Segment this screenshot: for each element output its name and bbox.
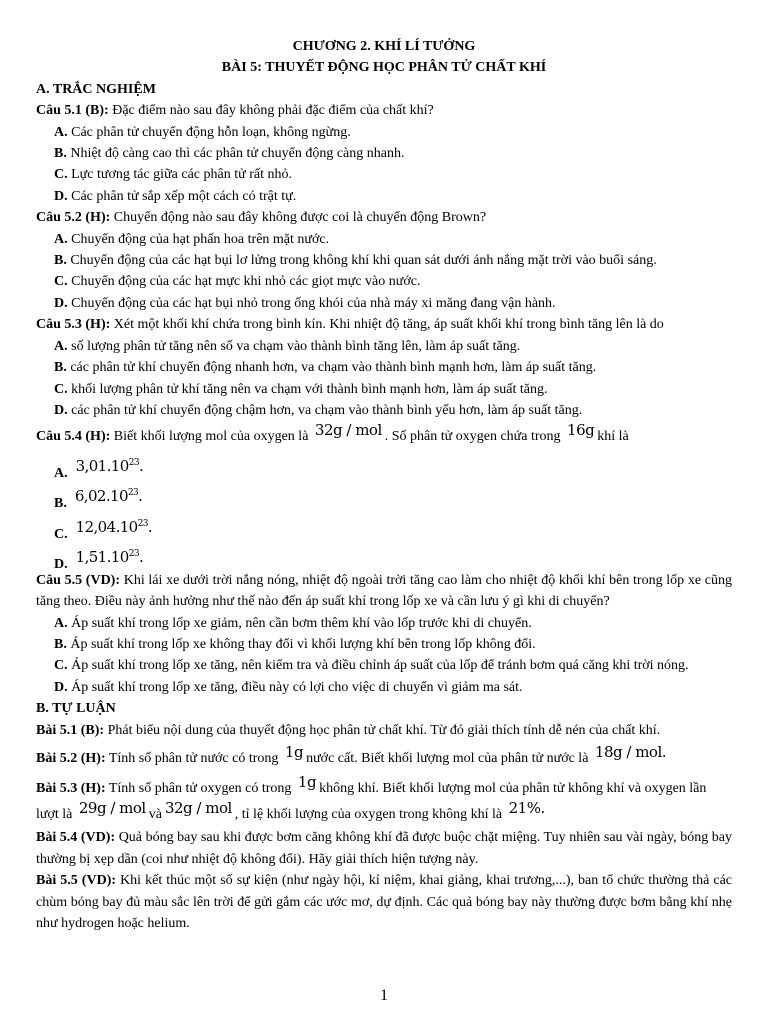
option-letter: C. [54,381,68,397]
exercise-text: không khí. Biết khối lượng mol của phân tử không khí và oxygen lần lượt là [36,781,707,823]
question-label: Câu 5.4 (H): [36,429,111,445]
option-a [36,122,732,143]
option-text: số lượng phân tử tăng nên số va chạm vào thành bình tăng lên, làm áp suất tăng. [67,338,521,354]
option-text: Nhiệt độ càng cao thì các phân tử chuyển động càng nhanh. [66,146,405,162]
option-a [36,448,732,479]
option-b [36,478,732,512]
exercise-text: nước cất. Biết khối lượng mol của phân tử nước là [306,750,592,766]
option-text: khối lượng phân tử khí tăng nên va chạm với thành bình mạnh hơn, làm áp suất tăng. [67,381,548,397]
question-5-3 [36,314,732,335]
option-a [36,229,732,250]
chapter-title: CHƯƠNG 2. KHÍ LÍ TƯỞNG [292,39,476,54]
option-letter: A. [54,615,68,631]
option-text: các phân tử khí chuyển động nhanh hơn, va chạm vào thành bình mạnh hơn, làm áp suất tăng. [66,360,597,376]
option-letter: B. [54,146,67,162]
exercise-label: Bài 5.3 (H): [36,781,106,797]
question-5-4 [36,421,732,447]
option-value: 1,51.10$^{23}$. [75,548,144,567]
exercise-text: Tính số phân tử nước có trong [105,750,282,766]
option-letter: A. [54,231,68,247]
option-c [36,655,732,676]
math-molar-mass: 32g / mol [314,421,382,440]
question-text: Biết khối lượng mol của oxygen là [110,429,312,445]
section-b-heading: B. TỰ LUẬN [36,701,116,717]
option-letter: B. [54,360,67,376]
option-letter: B. [54,496,67,512]
option-d [36,539,732,573]
exercise-text: Quả bóng bay sau khi được bơm căng không khí đã được buộc chặt miệng. Tuy nhiên sau vài ngày, bóng bay thường bị xẹp dần (coi như nhiệt độ không đổi). Hãy giải thích hiện tượng này. [36,830,732,867]
option-value: 3,01.10$^{23}$. [75,456,144,475]
option-letter: D. [54,557,68,573]
exercise-text: và [148,807,162,823]
option-text: Các phân tử chuyển động hỗn loạn, không ngừng. [67,124,351,140]
option-c [36,164,732,185]
exercise-text: Tính số phân tử oxygen có trong [105,781,295,797]
option-letter: C. [54,274,68,290]
math-percentage: 21%. [508,799,545,818]
math-molar-mass: 18g / mol. [594,742,667,761]
option-a [36,336,732,357]
exercise-5-2 [36,742,732,769]
question-5-5 [36,570,732,613]
option-text: các phân tử khí chuyển động chậm hơn, va chạm vào thành bình yếu hơn, làm áp suất tăng. [67,402,583,418]
question-label: Câu 5.5 (VD): [36,572,121,588]
option-letter: C. [54,658,68,674]
option-b [36,250,732,271]
option-text: Chuyển động của hạt phấn hoa trên mặt nước. [67,231,330,247]
option-d [36,293,732,314]
option-letter: D. [54,295,68,311]
question-label: Câu 5.1 (B): [36,103,109,119]
option-letter: A. [54,465,68,481]
question-label: Câu 5.3 (H): [36,317,111,333]
option-letter: B. [54,253,67,269]
option-b [36,634,732,655]
exercise-text: Khi kết thúc một số sự kiện (như ngày hội, kỉ niệm, khai giảng, khai trương,...), ban tổ chức thường thả các chùm bóng bay đủ màu sắc lên trời để gửi gắm các ước mơ, dự định. Các quả bóng bay này thường được bơm bằng khí nhẹ như hydrogen hoặc helium. [36,873,733,931]
math-mass: 1g [284,742,304,761]
math-molar-mass-air: 29g / mol [78,799,146,818]
exercise-5-5 [36,870,732,934]
option-a [36,613,732,634]
option-text: Áp suất khí trong lốp xe tăng, điều này có lợi cho việc di chuyển vì giảm ma sát. [67,679,523,695]
exercise-text: Phát biểu nội dung của thuyết động học phân tử chất khí. Từ đó giải thích tính dễ nén của chất khí. [104,722,661,738]
option-text: Chuyển động của các hạt bụi lơ lửng trong không khí khi quan sát dưới ánh nắng mặt trời vào buổi sáng. [66,253,657,269]
exercise-text: , tỉ lệ khối lượng của oxygen trong không khí là [234,807,506,823]
option-letter: D. [54,188,68,204]
page-number: 1 [380,987,388,1004]
question-5-2 [36,207,732,228]
option-text: Chuyển động của các hạt bụi nhỏ trong ống khói của nhà máy xi măng đang vận hành. [67,295,556,311]
question-text: Khi lái xe dưới trời nắng nóng, nhiệt độ ngoài trời tăng cao làm cho nhiệt độ khối khí bên trong lốp xe cũng tăng theo. Điều này ảnh hưởng như thế nào đến áp suất khí trong lốp xe và cần lưu ý gì khi di chuyển? [36,572,733,610]
option-letter: D. [54,679,68,695]
option-c [36,509,732,540]
exercise-label: Bài 5.5 (VD): [36,873,117,889]
question-text: Đặc điểm nào sau đây không phải đặc điểm của chất khí? [108,103,434,119]
option-c [36,271,732,292]
exercise-5-4 [36,827,732,870]
option-text: Các phân tử sắp xếp một cách có trật tự. [67,188,297,204]
option-text: Chuyển động của các hạt mực khi nhỏ các giọt mực vào nước. [67,274,421,290]
option-text: Áp suất khí trong lốp xe giảm, nên cần bơm thêm khí vào lốp trước khi di chuyển. [67,615,532,631]
option-letter: B. [54,636,67,652]
option-text: Áp suất khí trong lốp xe tăng, nên kiểm tra và điều chỉnh áp suất của lốp để tránh bơm quá căng khi trời nóng. [67,658,689,674]
option-d [36,400,732,421]
exercise-5-1 [36,720,732,741]
exercise-label: Bài 5.1 (B): [36,722,105,738]
option-letter: C. [54,167,68,183]
option-text: Lực tương tác giữa các phân tử rất nhỏ. [67,167,292,183]
option-c [36,379,732,400]
option-value: 12,04.10$^{23}$. [75,517,153,536]
exercise-label: Bài 5.2 (H): [36,750,106,766]
option-letter: A. [54,124,68,140]
question-text: Xét một khối khí chứa trong bình kín. Khi nhiệt độ tăng, áp suất khối khí trong bình tăng lên là do [110,317,664,333]
question-text: Chuyển động nào sau đây không được coi là chuyển động Brown? [110,210,487,226]
option-letter: C. [54,526,68,542]
question-label: Câu 5.2 (H): [36,210,111,226]
option-value: 6,02.10$^{23}$. [74,487,143,506]
option-d [36,186,732,207]
lesson-title: BÀI 5: THUYẾT ĐỘNG HỌC PHÂN TỬ CHẤT KHÍ [221,60,547,76]
option-letter: A. [54,338,68,354]
exercise-5-3 [36,775,732,827]
option-d [36,677,732,698]
math-mass: 1g [297,773,317,792]
math-molar-mass-oxygen: 32g / mol [164,799,232,818]
math-mass: 16g [567,421,595,440]
question-text: khí là [597,429,629,445]
question-text: . Số phân tử oxygen chứa trong [384,429,565,445]
option-b [36,357,732,378]
option-letter: D. [54,402,68,418]
exercise-label: Bài 5.4 (VD): [36,830,116,846]
option-b [36,143,732,164]
question-5-1 [36,100,732,121]
option-text: Áp suất khí trong lốp xe không thay đổi vì khối lượng khí bên trong lốp không đổi. [66,636,536,652]
section-a-heading: A. TRẮC NGHIỆM [36,81,156,97]
